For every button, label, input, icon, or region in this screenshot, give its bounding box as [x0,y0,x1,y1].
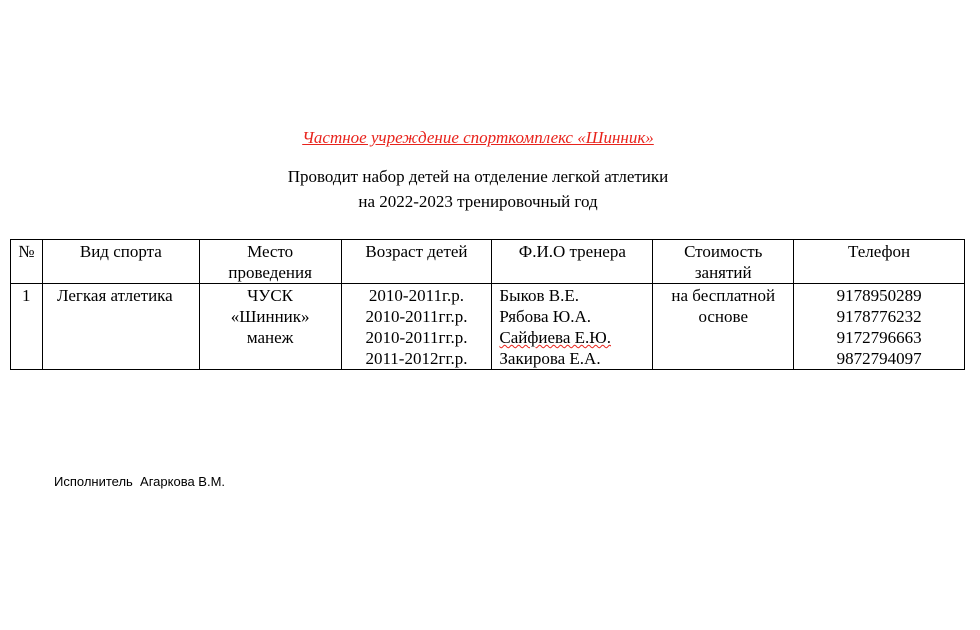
cell-cost [653,284,794,370]
header-place-line-2: проведения [228,263,312,282]
table-row [11,284,965,370]
cell-num: 1 [11,284,43,370]
cost-line-1: на бесплатной [671,286,776,305]
cell-sport: Легкая атлетика [42,284,199,370]
cell-coaches [492,284,653,370]
cost-line-2: основе [698,307,748,326]
phone-line-2: 9178776232 [836,307,922,326]
header-place [199,240,341,284]
header-sport: Вид спорта [42,240,199,284]
executor-signature-line: Исполнитель Агаркова В.М. [54,474,226,489]
coach-line-2: Рябова Ю.А. [499,307,592,326]
header-age: Возраст детей [341,240,492,284]
cell-ages [341,284,492,370]
age-line-1: 2010-2011г.р. [368,286,465,305]
table-header-row [11,240,965,284]
age-line-4: 2011-2012гг.р. [365,349,468,368]
cell-place [199,284,341,370]
phone-line-3: 9172796663 [836,328,922,347]
header-num: № [11,240,43,284]
header-coach: Ф.И.О тренера [492,240,653,284]
header-place-line-1: Место [247,242,294,261]
coach-line-3-text: Сайфиева Е.Ю. [499,328,612,347]
header-cost [653,240,794,284]
place-line-1: ЧУСК [247,286,294,305]
organization-title: Частное учреждение спорткомплекс «Шинник» [302,128,654,147]
coach-line-3 [499,327,648,348]
age-line-3: 2010-2011гг.р. [365,328,468,347]
header-cost-line-2: занятий [694,263,752,282]
phone-line-4: 9872794097 [836,349,922,368]
coach-line-4: Закирова Е.А. [499,349,601,368]
cell-phones [794,284,965,370]
header-phone: Телефон [794,240,965,284]
place-line-3: манеж [246,328,294,347]
place-line-2: «Шинник» [230,307,310,326]
age-line-2: 2010-2011гг.р. [365,307,468,326]
phone-line-1: 9178950289 [836,286,922,305]
header-cost-line-1: Стоимость [684,242,763,261]
subtitle-line-2: на 2022-2023 тренировочный год [358,192,598,211]
coach-line-1: Быков В.Е. [499,286,579,305]
enrollment-table [10,239,965,370]
subtitle-line-1: Проводит набор детей на отделение легкой атлетики [287,167,669,186]
